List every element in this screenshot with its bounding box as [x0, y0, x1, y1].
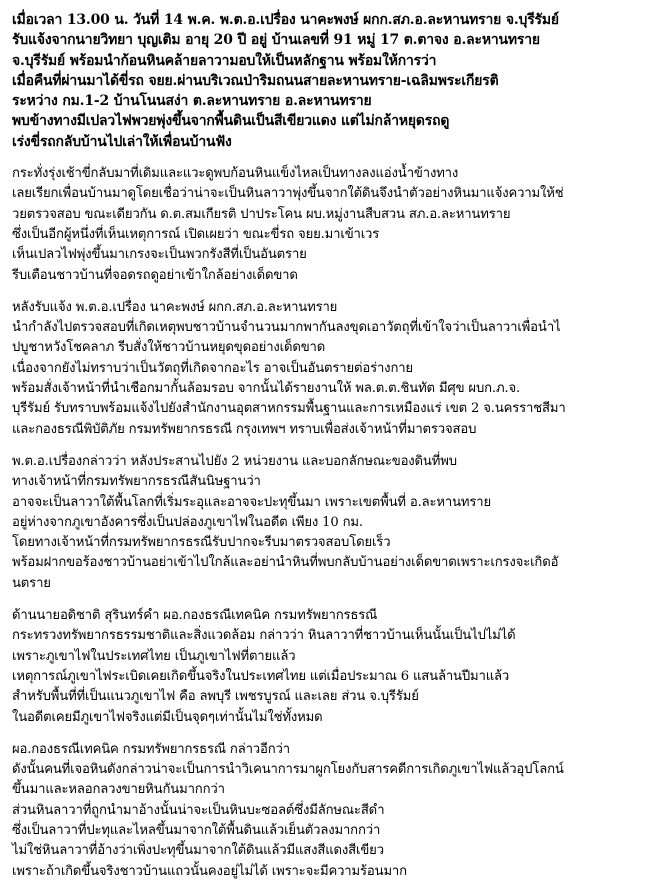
- body-line: เลยเรียกเพื่อนบ้านมาดูโดยเชื่อว่าน่าจะเป็นหินลาวาพุ่งขึ้นจากใต้ดินจึงนำตัวอย่างหินมาแจ้งความให้ช่: [12, 186, 564, 202]
- body-line: ซึ่งเป็นอีกผู้หนึ่งที่เห็นเหตุการณ์ เปิดเผยว่า ขณะขี่รถ จยย.มาเข้าเวร: [12, 226, 380, 242]
- lead-paragraph: [12, 10, 671, 152]
- body-line: และกองธรณีพิบัติภัย กรมทรัพยากรธรณี กรุงเทพฯ ทราบเพื่อส่งเจ้าหน้าที่มาตรวจสอบ: [12, 421, 477, 437]
- body-line: ไม่ใช่หินลาวาที่อ้างว่าเพิ่งปะทุขึ้นมาจากใต้ดินแล้วมีแสงสีแดงสีเขียว: [12, 843, 384, 859]
- lead-line: พบข้างทางมีเปลวไฟพวยพุ่งขึ้นจากพื้นดินเป็นสีเขียวแดง แต่ไม่กล้าหยุดรถดู: [12, 113, 450, 130]
- lead-line: จ.บุรีรัมย์ พร้อมนำก้อนหินคล้ายลาวามอบให้เป็นหลักฐาน พร้อมให้การว่า: [12, 52, 437, 69]
- body-line: เพราะภูเขาไฟในประเทศไทย เป็นภูเขาไฟที่ตายแล้ว: [12, 648, 296, 664]
- body-line: พ.ต.อ.เปรื่องกล่าวว่า หลังประสานไปยัง 2 หน่วยงาน และบอกลักษณะของดินที่พบ: [12, 453, 457, 469]
- body-line: โดยทางเจ้าหน้าที่กรมทรัพยากรธรณีรับปากจะรีบมาตรวจสอบโดยเร็ว: [12, 535, 391, 551]
- lead-line: ระหว่าง กม.1-2 บ้านโนนสง่า ต.ละหานทราย อ.ละหานทราย: [12, 93, 372, 110]
- lead-line: เมื่อคืนที่ผ่านมาได้ขี่รถ จยย.ผ่านบริเวณป่าริมถนนสายละหานทราย-เฉลิมพระเกียรติ: [12, 72, 499, 89]
- lead-line: รับแจ้งจากนายวิทยา บุญเติม อายุ 20 ปี อยู่ บ้านเลขที่ 91 หมู่ 17 ต.ตาจง อ.ละหานทราย: [12, 32, 540, 49]
- body-line: ซึ่งเป็นลาวาที่ปะทุและไหลขึ้นมาจากใต้พื้นดินแล้วเย็นตัวลงมากกว่า: [12, 822, 381, 838]
- body-line: เห็นเปลวไฟพุ่งขึ้นมาเกรงจะเป็นพวกรังสีที่เป็นอันตราย: [12, 247, 307, 263]
- body-line: นตราย: [12, 575, 51, 591]
- body-line: อยู่ห่างจากภูเขาอังคารซึ่งเป็นปล่องภูเขาไฟในอดีต เพียง 10 กม.: [12, 514, 363, 530]
- body-line: หลังรับแจ้ง พ.ต.อ.เปรื่อง นาคะพงษ์ ผกก.สภ.อ.ละหานทราย: [12, 299, 338, 315]
- body-line: ในอดีตเคยมีภูเขาไฟจริงแต่มีเป็นจุดๆเท่านั้นไม่ใช่ทั้งหมด: [12, 709, 323, 725]
- body-line: พร้อมสั่งเจ้าหน้าที่นำเชือกมากั้นล้อมรอบ จากนั้นได้รายงานให้ พล.ต.ต.ชินทัต มีศุข ผบก.ภ.จ.: [12, 381, 521, 397]
- body-line: กระทรวงทรัพยากรธรรมชาติและสิ่งแวดล้อม กล่าวว่า หินลาวาที่ชาวบ้านเห็นนั้นเป็นไปไม่ได้: [12, 628, 516, 644]
- body-paragraph-4: [12, 606, 671, 728]
- body-line: วยตรวจสอบ ขณะเดียวกัน ด.ต.สมเกียรติ ปาประโคน ผบ.หมู่งานสืบสวน สภ.อ.ละหานทราย: [12, 206, 511, 222]
- body-line: เพราะถ้าเกิดขึ้นจริงชาวบ้านแถวนั้นคงอยู่ไม่ได้ เพราะจะมีความร้อนมาก: [12, 863, 407, 879]
- body-line: พร้อมฝากขอร้องชาวบ้านอย่าเข้าไปใกล้และอย่านำหินที่พบกลับบ้านอย่างเด็ดขาดเพราะเกรงจะเกิดอั: [12, 555, 559, 571]
- body-line: รีบเตือนชาวบ้านที่จอดรถดูอย่าเข้าใกล้อย่างเด็ดขาด: [12, 267, 298, 283]
- body-paragraph-5: [12, 740, 671, 882]
- body-line: กระทั่งรุ่งเช้าขี่กลับมาที่เดิมและแวะดูพบก้อนหินแข็งไหลเป็นทางลงแอ่งน้ำข้างทาง: [12, 166, 459, 182]
- body-line: ดังนั้นคนที่เจอหินดังกล่าวน่าจะเป็นการนำวิเคนาการมาผูกโยงกับสารคดีการเกิดภูเขาไฟแล้วอุปโลกน์: [12, 762, 564, 778]
- body-line: เหตุการณ์ภูเขาไฟระเบิดเคยเกิดขึ้นจริงในประเทศไทย แต่เมื่อประมาณ 6 แสนล้านปีมาแล้ว: [12, 668, 510, 684]
- body-line: เนื่องจากยังไม่ทราบว่าเป็นวัตถุที่เกิดจากอะไร อาจเป็นอันตรายต่อร่างกาย: [12, 360, 413, 376]
- lead-line: เร่งขี่รถกลับบ้านไปเล่าให้เพื่อนบ้านฟัง: [12, 133, 232, 150]
- body-line: ขึ้นมาและหลอกลวงขายหินกันมากกว่า: [12, 782, 225, 798]
- body-line: นำกำลังไปตรวจสอบที่เกิดเหตุพบชาวบ้านจำนวนมากพากันลงขุดเอาวัตถุที่เข้าใจว่าเป็นลาวาเพื่อนำไ: [12, 320, 561, 336]
- body-line: ทางเจ้าหน้าที่กรมทรัพยากรธรณีสันนิษฐานว่า: [12, 474, 261, 490]
- body-paragraph-2: [12, 298, 671, 440]
- body-line: ด้านนายอดิชาติ สุรินทร์คำ ผอ.กองธรณีเทคนิค กรมทรัพยากรธรณี: [12, 608, 378, 624]
- body-line: อาจจะเป็นลาวาใต้พื้นโลกที่เริ่มระอุและอาจจะปะทุขึ้นมา เพราะเขตพื้นที่ อ.ละหานทราย: [12, 494, 492, 510]
- body-line: ส่วนหินลาวาที่ถูกนำมาอ้างนั้นน่าจะเป็นหินบะซอลต์ซึ่งมีลักษณะสีดำ: [12, 802, 385, 818]
- body-line: ปบูชาหวังโชคลาภ รีบสั่งให้ชาวบ้านหยุดขุดอย่างเด็ดขาด: [12, 340, 326, 356]
- body-line: สำหรับพื้นที่ที่เป็นแนวภูเขาไฟ คือ ลพบุรี เพชรบูรณ์ และเลย ส่วน จ.บุรีรัมย์: [12, 689, 419, 705]
- body-line: ผอ.กองธรณีเทคนิค กรมทรัพยากรธรณี กล่าวอีกว่า: [12, 741, 290, 757]
- body-paragraph-3: [12, 452, 671, 594]
- body-paragraph-1: [12, 164, 671, 286]
- body-line: บุรีรัมย์ รับทราบพร้อมแจ้งไปยังสำนักงานอุตสาหกรรมพื้นฐานและการเหมืองแร่ เขต 2 จ.นครราชสีมา: [12, 401, 566, 417]
- lead-line: เมื่อเวลา 13.00 น. วันที่ 14 พ.ค. พ.ต.อ.เปรื่อง นาคะพงษ์ ผกก.สภ.อ.ละหานทราย จ.บุรีรัมย์: [12, 12, 559, 28]
